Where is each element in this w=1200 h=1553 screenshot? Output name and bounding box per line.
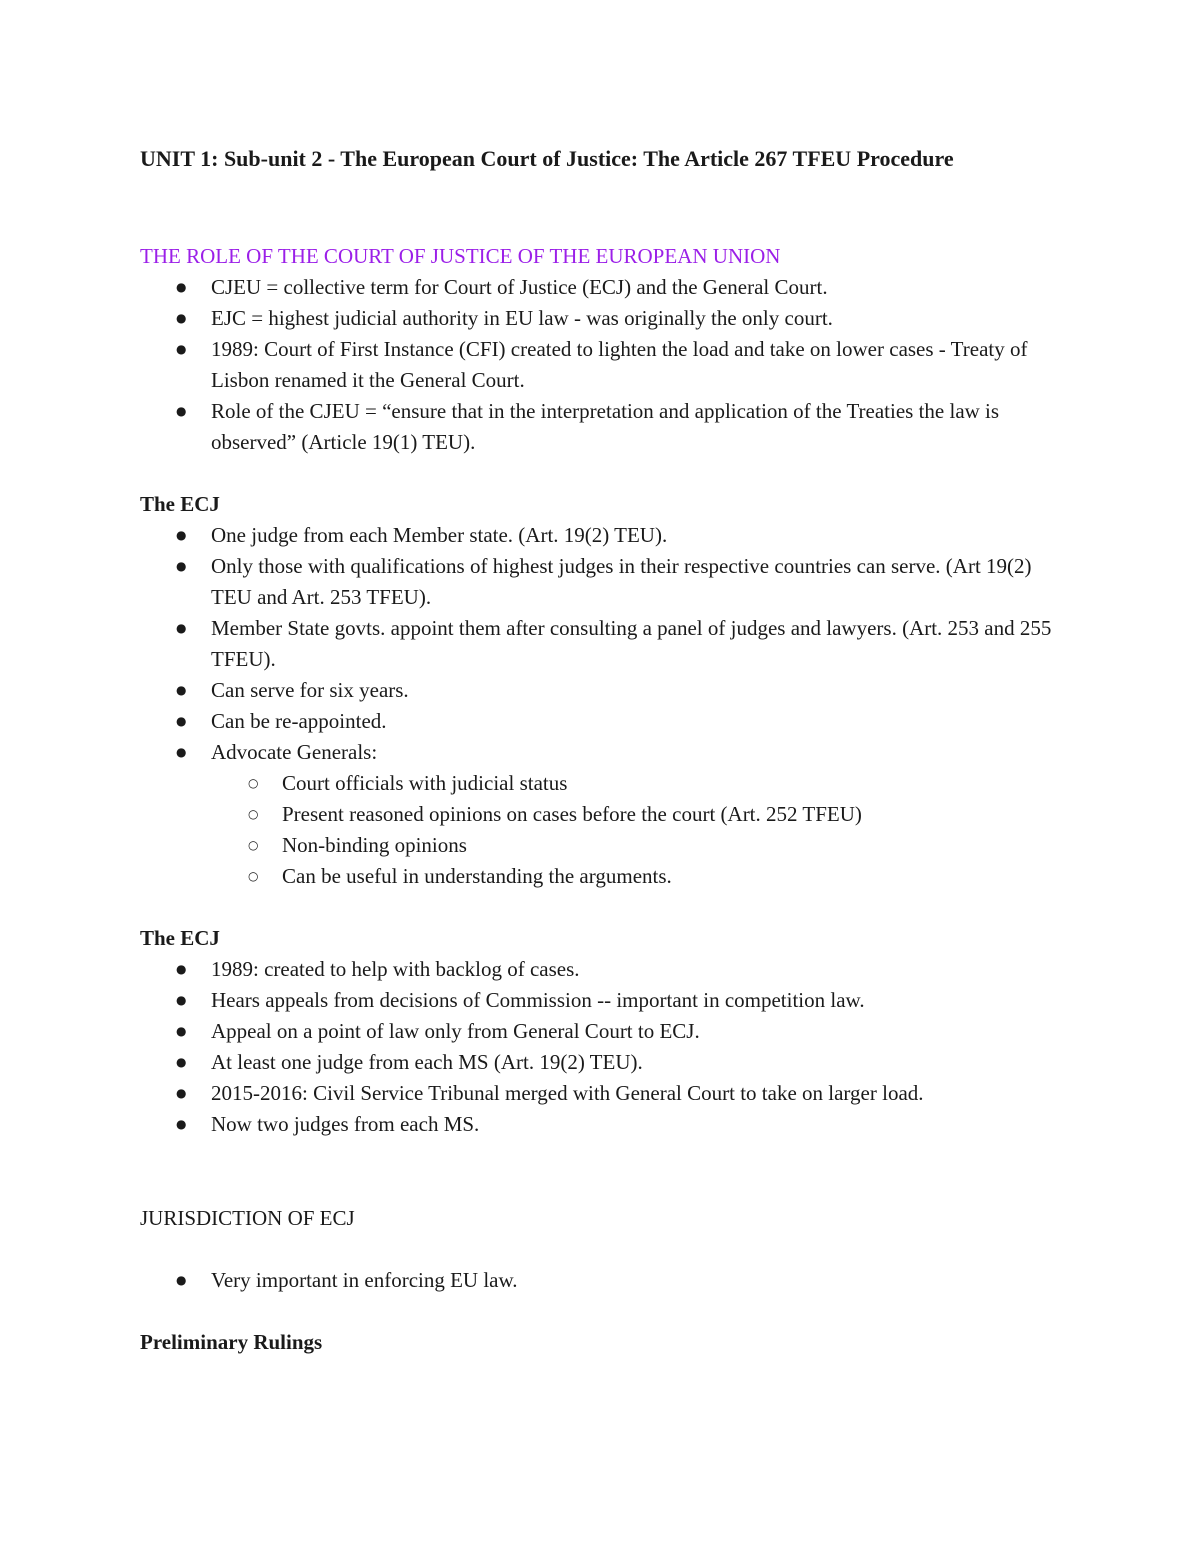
list-item: ● Can be re-appointed. [140,706,1060,737]
list-item-label: Advocate Generals: [211,740,378,764]
advocate-generals-sub-list [211,768,1060,892]
sub-list-item: ○ Court officials with judicial status [211,768,1060,799]
list-item: ● Now two judges from each MS. [140,1109,1060,1140]
spacer [140,458,1060,489]
document-title: UNIT 1: Sub-unit 2 - The European Court of Justice: The Article 267 TFEU Procedure [140,146,954,171]
list-item: ● 1989: created to help with backlog of cases. [140,954,1060,985]
list-item: ● Role of the CJEU = “ensure that in the interpretation and application of the Treaties the law is observed” (Article 19(1) TEU). [140,396,1060,458]
spacer [140,176,1060,241]
spacer [140,892,1060,923]
list-item-advocate-generals [140,737,1060,892]
sub-list-item: ○ Can be useful in understanding the arguments. [211,861,1060,892]
list-item: ● At least one judge from each MS (Art. 19(2) TEU). [140,1047,1060,1078]
spacer [140,1234,1060,1265]
list-item: ● Appeal on a point of law only from General Court to ECJ. [140,1016,1060,1047]
sub-list-item: ○ Non-binding opinions [211,830,1060,861]
role-bullet-list [140,272,1060,458]
list-item: ● Member State govts. appoint them after consulting a panel of judges and lawyers. (Art. 253 and 255 TFEU). [140,613,1060,675]
list-item: ● 2015-2016: Civil Service Tribunal merged with General Court to take on larger load. [140,1078,1060,1109]
section-heading-ecj: The ECJ [140,492,220,516]
ecj-bullet-list [140,520,1060,892]
list-item: ● One judge from each Member state. (Art. 19(2) TEU). [140,520,1060,551]
list-item: ● Only those with qualifications of highest judges in their respective countries can serve. (Art 19(2) TEU and Art. 253 TFEU). [140,551,1060,613]
section-heading-role: THE ROLE OF THE COURT OF JUSTICE OF THE EUROPEAN UNION [140,244,781,268]
section-heading-jurisdiction: JURISDICTION OF ECJ [140,1206,355,1230]
sub-list-item: ○ Present reasoned opinions on cases before the court (Art. 252 TFEU) [211,799,1060,830]
document-page [140,142,1060,1358]
list-item: ● 1989: Court of First Instance (CFI) created to lighten the load and take on lower cases - Treaty of Lisbon renamed it the General Court. [140,334,1060,396]
list-item: ● Can serve for six years. [140,675,1060,706]
jurisdiction-bullet-list [140,1265,1060,1296]
spacer [140,1140,1060,1203]
section-heading-preliminary-rulings: Preliminary Rulings [140,1330,323,1354]
section-heading-ecj-2: The ECJ [140,926,220,950]
spacer [140,1296,1060,1327]
list-item: ● Hears appeals from decisions of Commission -- important in competition law. [140,985,1060,1016]
list-item: ● EJC = highest judicial authority in EU law - was originally the only court. [140,303,1060,334]
list-item: ● Very important in enforcing EU law. [140,1265,1060,1296]
ecj-2-bullet-list [140,954,1060,1140]
list-item: ● CJEU = collective term for Court of Justice (ECJ) and the General Court. [140,272,1060,303]
